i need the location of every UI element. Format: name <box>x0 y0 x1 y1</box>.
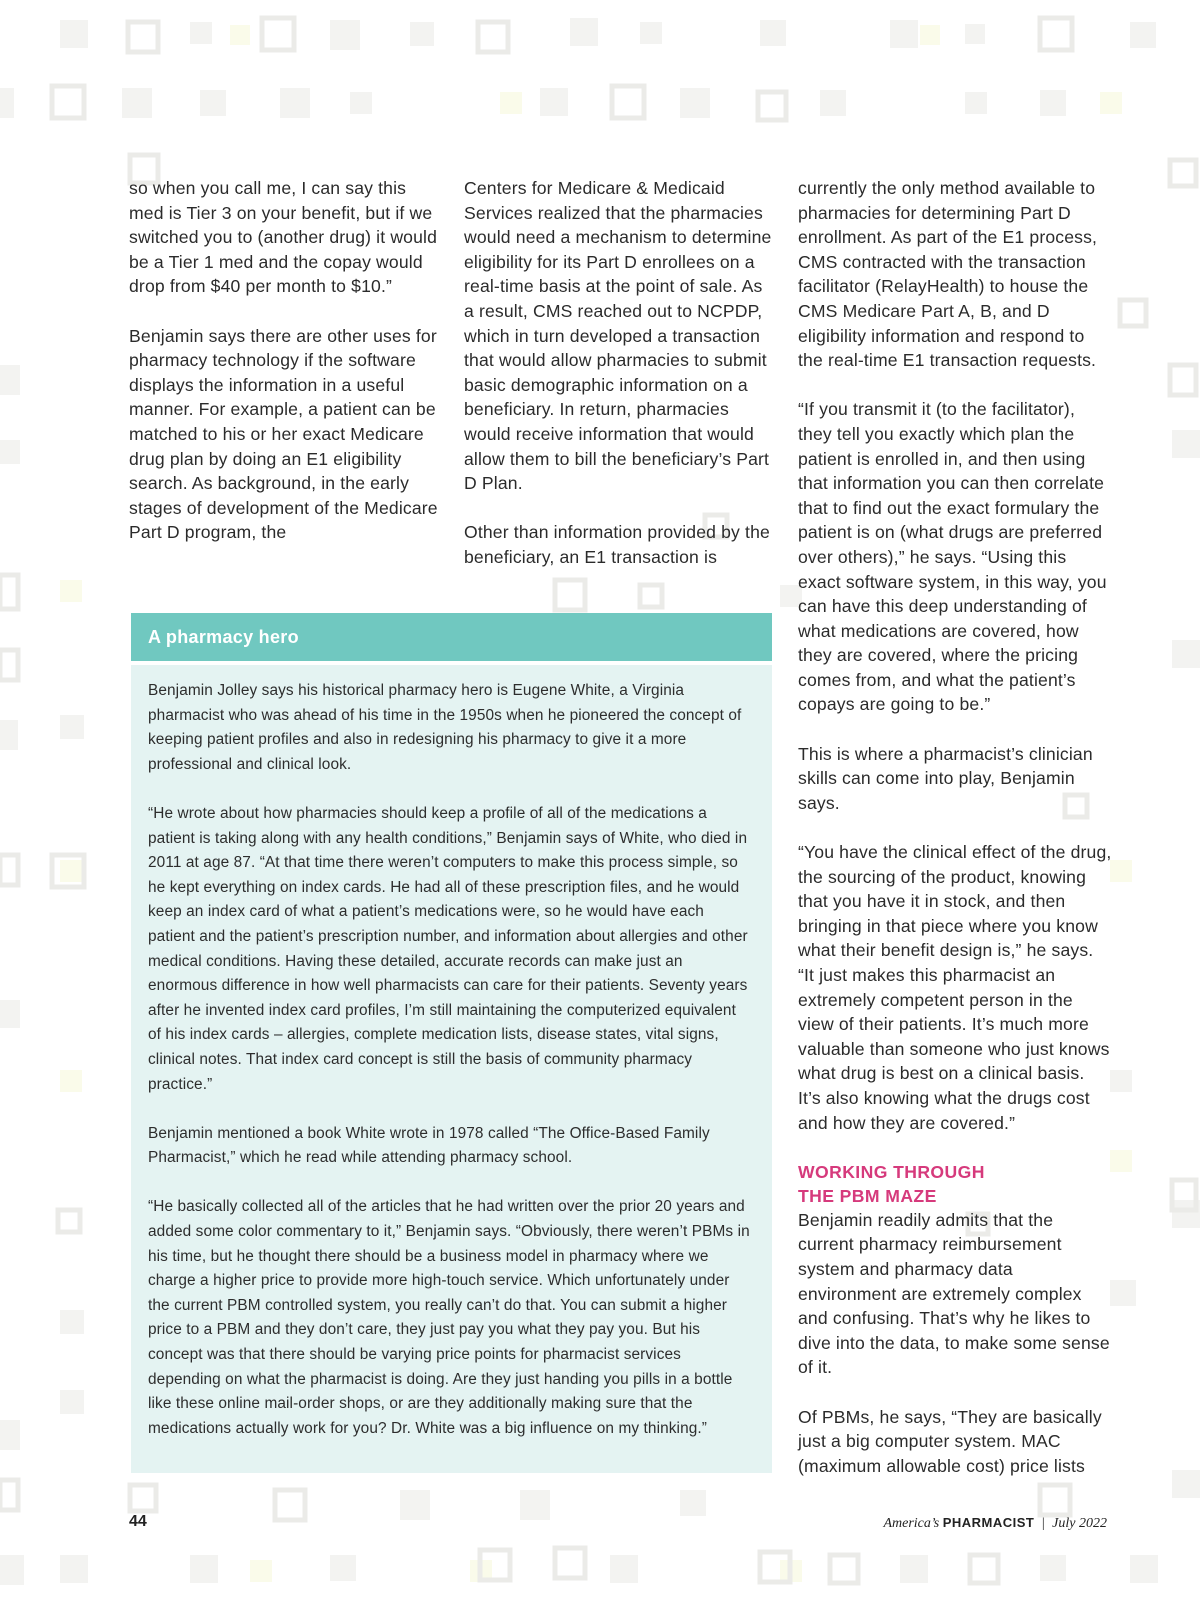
footer-separator: | <box>1041 1516 1045 1531</box>
section-subhead <box>798 1160 1112 1208</box>
paragraph: “You have the clinical effect of the drug, the sourcing of the product, knowing that you have it in stock, and then bringing in that piece where you know what their benefit design is,” he says. “It just makes this pharmacist an extremely competent person in the view of their patients. It’s much more valuable than someone who just knows what drug is best on a clinical basis. It’s also knowing what the drugs cost and how they are covered.” <box>798 842 1112 1133</box>
subhead-line-1: WORKING THROUGH <box>798 1161 985 1182</box>
article-column-1 <box>129 176 441 570</box>
paragraph: Of PBMs, he says, “They are basically just a big computer system. MAC (maximum allowable cost) price lists <box>798 1406 1102 1476</box>
pharmacy-hero-sidebar <box>131 613 772 1473</box>
magazine-name: PHARMACIST <box>942 1515 1035 1530</box>
paragraph: Benjamin readily admits that the current pharmacy reimbursement system and pharmacy data environment are extremely complex and confusing. That’s why he likes to dive into the data, to make some sense of it. <box>798 1209 1110 1378</box>
paragraph: Benjamin says there are other uses for pharmacy technology if the software displays the information in a useful manner. For example, a patient can be matched to his or her exact Medicare drug plan by doing an E1 eligibility search. As background, in the early stages of development of the Medicare Part D program, the <box>129 325 438 543</box>
subhead-line-2: THE PBM MAZE <box>798 1185 937 1206</box>
sidebar-paragraph: Benjamin mentioned a book White wrote in 1978 called “The Office-Based Family Pharmacist,” which he read while attending pharmacy school. <box>148 1124 710 1167</box>
paragraph: so when you call me, I can say this med is Tier 3 on your benefit, but if we switched you to (another drug) it would be a Tier 1 med and the copay would drop from $40 per month to $10.” <box>129 178 438 297</box>
sidebar-body <box>131 665 772 1441</box>
sidebar-paragraph: Benjamin Jolley says his historical pharmacy hero is Eugene White, a Virginia pharmacist who was ahead of his time in the 1950s when he pioneered the concept of keeping patient profiles and also in redesigning his pharmacy to give it a more professional and clinical look. <box>148 682 742 773</box>
sidebar-title: A pharmacy hero <box>131 613 772 665</box>
paragraph: This is where a pharmacist’s clinician skills can come into play, Benjamin says. <box>798 743 1093 813</box>
article-column-2 <box>464 176 776 594</box>
paragraph: “If you transmit it (to the facilitator), they tell you exactly which plan the patient is enrolled in, and then using that information you can then correlate that to find out the exact formulary the patient is on (what drugs are preferred over others),” he says. “Using this exact software system, in this way, you can have this deep understanding of what medications are covered, how they are covered, where the pricing comes from, and what the patient’s copays are going to be.” <box>798 399 1107 715</box>
issue-date: July 2022 <box>1052 1516 1107 1531</box>
paragraph: Centers for Medicare & Medicaid Services realized that the pharmacies would need a mechanism to determine eligibility for its Part D enrollees on a real-time basis at the point of sale. As a result, CMS reached out to NCPDP, which in turn developed a transaction that would allow pharmacies to submit basic demographic information on a beneficiary. In return, pharmacies would receive information that would allow them to bill the beneficiary’s Part D Plan. <box>464 178 772 494</box>
sidebar-paragraph: “He basically collected all of the articles that he had written over the prior 20 years and added some color commentary to it,” Benjamin says. “Obviously, there weren’t PBMs in his time, but he thought there should be a business model in pharmacy where we charge a higher price to provide more high-touch service. Which unfortunately under the current PBM controlled system, you really can’t do that. You can submit a higher price to a PBM and they don’t care, they just pay you what they pay you. But his concept was that there should be varying price points for pharmacist services depending on what the pharmacist is doing. Are they just handing you pills in a bottle like these online mail-order shops, or are they additionally making sure that the medications actually work for you? Dr. White was a big influence on my thinking.” <box>148 1198 750 1437</box>
sidebar-paragraph: “He wrote about how pharmacies should keep a profile of all of the medications a patient is taking along with any health conditions,” Benjamin says of White, who died in 2011 at age 87. “At that time there weren’t computers to make this process simple, so he kept everything on index cards. He had all of these prescription files, and he would keep an index card of what a patient’s medications were, so he would have each patient and the patient’s prescription number, and information about allergies and other medical conditions. Having these detailed, accurate records can make just an enormous difference in how well pharmacists can care for their patients. Seventy years after he invented index card profiles, I’m still maintaining the computerized equivalent of his index cards – allergies, complete medication lists, disease states, vital signs, clinical notes. That index card concept is still the basis of community pharmacy practice.” <box>148 804 748 1093</box>
paragraph: currently the only method available to pharmacies for determining Part D enrollment. As part of the E1 process, CMS contracted with the transaction facilitator (RelayHealth) to house the CMS Medicare Part A, B, and D eligibility information and respond to the real-time E1 transaction requests. <box>798 178 1098 371</box>
article-column-3 <box>798 176 1112 1503</box>
page-number: 44 <box>129 1513 147 1530</box>
magazine-prefix: America’s <box>883 1516 940 1531</box>
magazine-footer <box>883 1515 1107 1532</box>
paragraph: Other than information provided by the beneficiary, an E1 transaction is <box>464 522 770 567</box>
